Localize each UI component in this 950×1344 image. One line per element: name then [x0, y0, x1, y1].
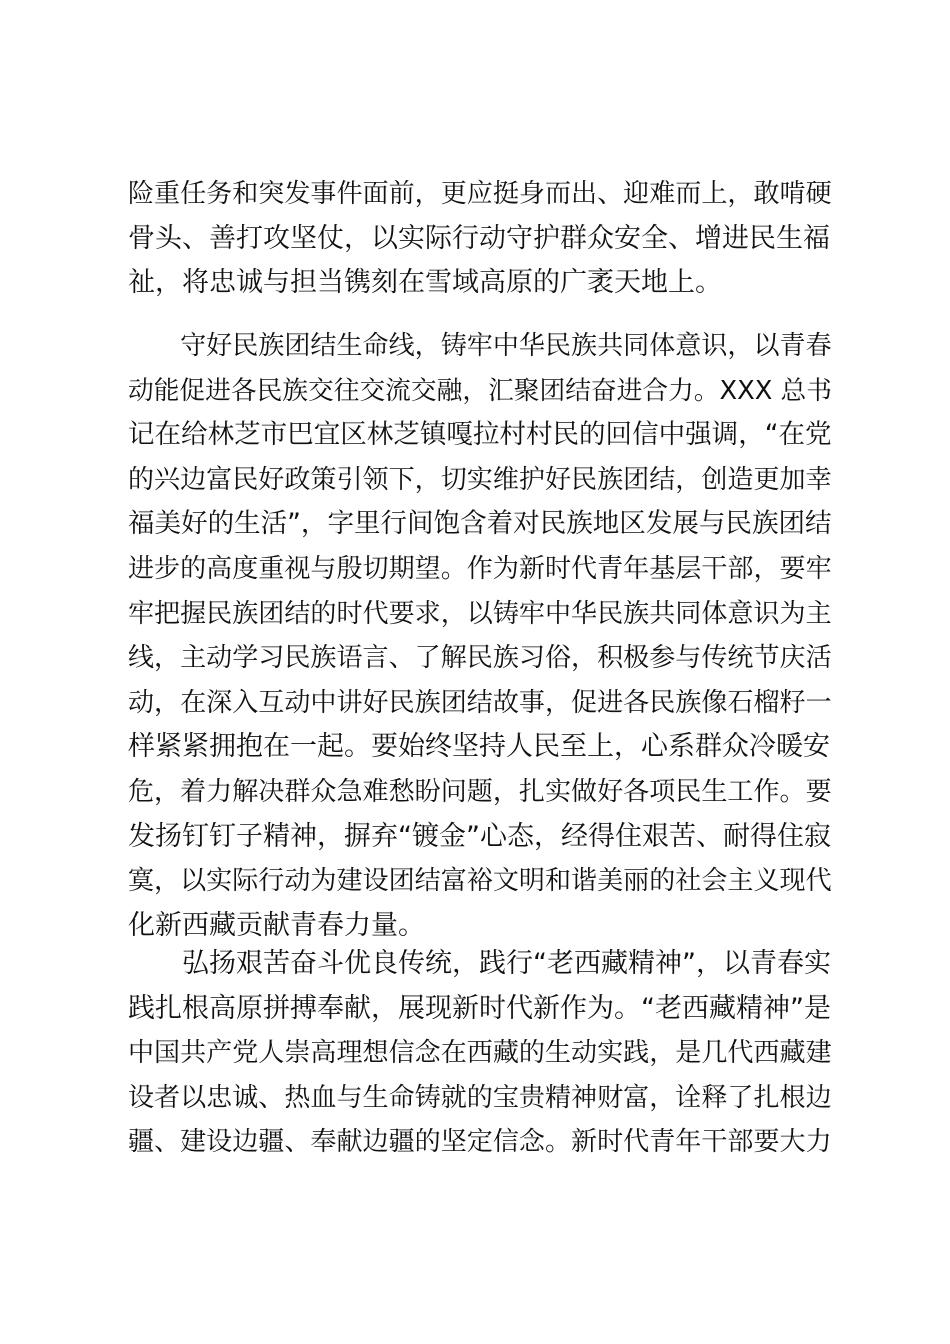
- text-line: 祉，将忠诚与担当镌刻在雪域高原的广袤天地上。: [128, 267, 722, 299]
- paragraph-1: [128, 172, 832, 306]
- text-line: 样紧紧拥抱在一起。要始终坚持人民至上，心系群众冷暖安: [128, 731, 830, 763]
- text-line: 守好民族团结生命线，铸牢中华民族共同体意识，以青春: [128, 331, 832, 361]
- text-line: 福美好的生活”，字里行间饱含着对民族地区发展与民族团结: [128, 508, 832, 540]
- text-line: 动能促进各民族交往交流交融，汇聚团结奋进合力。XXX 总书: [128, 375, 832, 406]
- text-line: 疆、建设边疆、奉献边疆的坚定信念。新时代青年干部要大力: [128, 1127, 832, 1158]
- text-line: 进步的高度重视与殷切期望。作为新时代青年基层干部，要牢: [128, 553, 832, 584]
- text-line: 线，主动学习民族语言、了解民族习俗，积极参与传统节庆活: [128, 643, 832, 674]
- text-line: 牢把握民族团结的时代要求，以铸牢中华民族共同体意识为主: [128, 598, 832, 629]
- text-line: 的兴边富民好政策引领下，切实维护好民族团结，创造更加幸: [128, 464, 832, 495]
- text-line: 寞，以实际行动为建设团结富裕文明和谐美丽的社会主义现代: [128, 866, 832, 897]
- text-line: 动，在深入互动中讲好民族团结故事，促进各民族像石榴籽一: [128, 687, 832, 718]
- text-line: 弘扬艰苦奋斗优良传统，践行“老西藏精神”，以青春实: [128, 948, 831, 979]
- text-line: 化新西藏贡献青春力量。: [128, 909, 425, 941]
- text-line: 设者以忠诚、热血与生命铸就的宝贵精神财富，诠释了扎根边: [128, 1082, 832, 1113]
- text-line: 发扬钉钉子精神，摒弃“镀金”心态，经得住艰苦、耐得住寂: [128, 820, 831, 852]
- text-line: 险重任务和突发事件面前，更应挺身而出、迎难而上，敢啃硬: [128, 179, 832, 209]
- text-line: 中国共产党人崇高理想信念在西藏的生动实践，是几代西藏建: [128, 1038, 832, 1069]
- text-line: 记在给林芝市巴宜区林芝镇嘎拉村村民的回信中强调，“在党: [128, 419, 832, 451]
- paragraph-2: [128, 324, 832, 948]
- text-line: 危，着力解决群众急难愁盼问题，扎实做好各项民生工作。要: [128, 776, 832, 807]
- text-line: 践扎根高原拼搏奉献，展现新时代新作为。“老西藏精神”是: [128, 992, 831, 1024]
- paragraph-3: [128, 942, 832, 1165]
- text-line: 骨头、善打攻坚仗，以实际行动守护群众安全、增进民生福: [128, 222, 830, 254]
